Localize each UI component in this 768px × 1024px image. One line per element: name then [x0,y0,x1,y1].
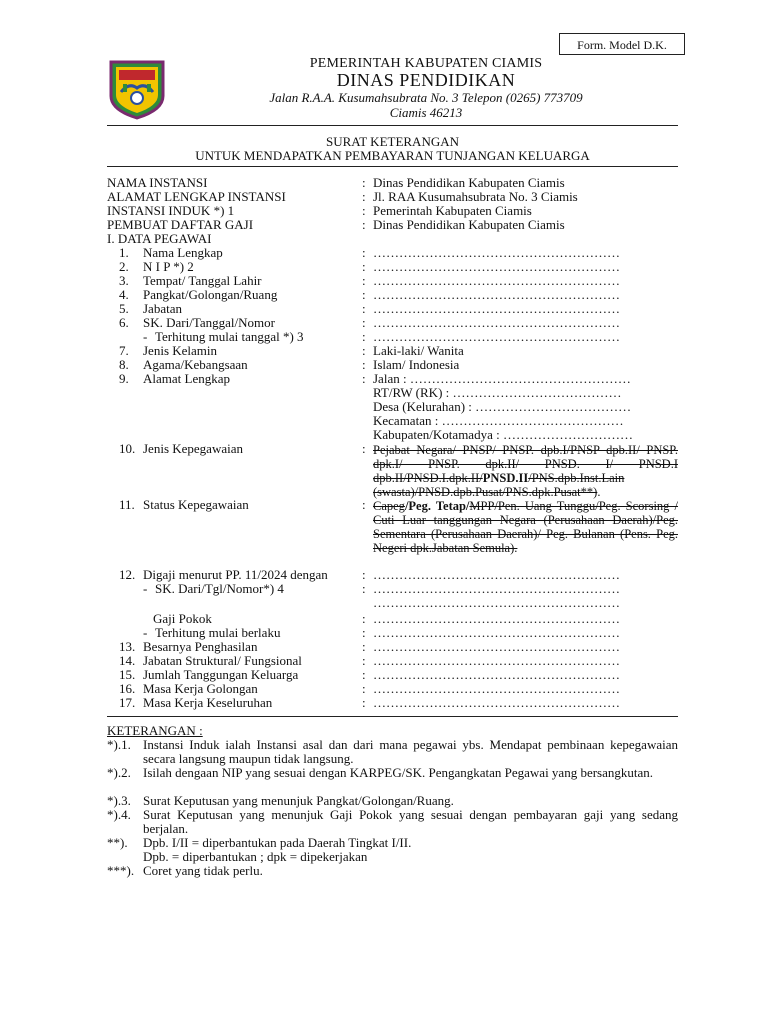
bottom-divider [107,716,678,717]
item-masa-kerja-golongan: 16. Masa Kerja Golongan : ………………………………………………… [107,682,678,696]
item-terhitung-berlaku: - Terhitung mulai berlaku : ………………………………………………… [107,626,678,640]
item-nama-lengkap: 1. Nama Lengkap : ………………………………………………… [107,246,678,260]
fill-line[interactable]: ………………………………………………… [373,330,620,344]
fill-line[interactable]: ………………………………………………… [373,626,620,640]
address-kabupaten[interactable]: Kabupaten/Kotamadya : ………………………… [373,428,633,442]
item-jenis-kepegawaian: 10. Jenis Kepegawaian : [119,441,366,456]
form-model-label: Form. Model D.K. [559,33,685,55]
fill-line[interactable]: ………………………………………………… [373,682,620,696]
item-jabatan: 5. Jabatan : ………………………………………………… [107,302,678,316]
fill-line[interactable]: ………………………………………………… [373,316,620,330]
fill-line[interactable]: ………………………………………………… [373,260,620,274]
header-government: PEMERINTAH KABUPATEN CIAMIS [309,56,543,71]
address-desa[interactable]: Desa (Kelurahan) : ……………………………… [373,400,632,414]
item-gaji-pokok: Gaji Pokok : ………………………………………………… [107,612,678,626]
item-pangkat: 4. Pangkat/Golongan/Ruang : ………………………………………………… [107,288,678,302]
address-desa-row [107,400,678,414]
header-agency: DINAS PENDIDIKAN [336,70,516,90]
status-kepegawaian-options: Capeg/Peg. Tetap/MPP/Pen. Uang Tunggu/Peg. Scorsing / Cuti Luar tanggungan Negara (Perusahaan Daerah)/Peg. Sementara (Perusahaan Daerah)/ Peg. Bulanan (Pens. Peg. Negeri dpk.Jabatan Semula). [373,499,678,555]
field-alamat-instansi: ALAMAT LENGKAP INSTANSI : Jl. RAA Kusumahsubrata No. 3 Ciamis [107,189,578,204]
fill-line[interactable]: ………………………………………………… [373,288,620,302]
header-address: Jalan R.A.A. Kusumahsubrata No. 3 Telepon (0265) 773709 [269,90,583,105]
item-sk-dari-tgl: - SK. Dari/Tgl/Nomor*) 4 : ………………………………………………… [107,582,678,596]
document-subtitle: UNTUK MENDAPATKAN PEMBAYARAN TUNJANGAN KELUARGA [195,148,590,163]
item-status-kepegawaian: 11. Status Kepegawaian : [119,497,366,512]
field-nama-instansi: NAMA INSTANSI : Dinas Pendidikan Kabupaten Ciamis [107,175,565,190]
fill-line[interactable]: ………………………………………………… [373,302,620,316]
fill-line[interactable]: ………………………………………………… [373,596,620,610]
keterangan-heading: KETERANGAN : [107,723,203,738]
document-title: SURAT KETERANGAN [325,134,459,149]
item-terhitung-mulai: - Terhitung mulai tanggal *) 3 : ………………………………………………… [107,330,678,344]
item-digaji-menurut: 12. Digaji menurut PP. 11/2024 dengan : ………………………………………………… [107,568,678,582]
address-rtrw[interactable]: RT/RW (RK) : ………………………………… [373,386,622,400]
address-rtrw-row [107,386,678,400]
address-kecamatan-row [107,414,678,428]
address-kecamatan[interactable]: Kecamatan : …………………………………… [373,414,624,428]
jenis-kepegawaian-options: Pejabat Negara/ PNSP/ PNSP. dpb.I/PNSP dpb.II/ PNSP. dpk.I/ PNSP. dpk.II/ PNSD. I/ PNSD.I dpb.II/PNSD.I.dpk.II/PNSD.II/PNS.dpb.Inst.Lain (swasta)/PNSD.dpb.Pusat/PNS.dpk.Pusat**). [373,443,678,499]
item-tempat-tanggal-lahir: 3. Tempat/ Tanggal Lahir : ………………………………………………… [107,274,678,288]
fill-line[interactable]: ………………………………………………… [373,696,620,710]
item-masa-kerja-keseluruhan: 17. Masa Kerja Keseluruhan : ………………………………………………… [107,696,678,710]
fill-line[interactable]: ………………………………………………… [373,568,620,582]
fill-line[interactable]: ………………………………………………… [373,640,620,654]
fill-line[interactable]: ………………………………………………… [373,246,620,260]
item-sk-dari: 6. SK. Dari/Tanggal/Nomor : ………………………………………………… [107,316,678,330]
fill-line[interactable]: ………………………………………………… [373,274,620,288]
field-pembuat-daftar-gaji: PEMBUAT DAFTAR GAJI : Dinas Pendidikan Kabupaten Ciamis [107,217,565,232]
header-city: Ciamis 46213 [389,105,463,120]
item-sk-continuation [107,596,678,610]
item-agama: 8. Agama/Kebangsaan : Islam/ Indonesia [119,357,460,372]
fill-line[interactable]: ………………………………………………… [373,654,620,668]
fill-line[interactable]: ………………………………………………… [373,668,620,682]
fill-line[interactable]: ………………………………………………… [373,612,620,626]
section-data-pegawai: I. DATA PEGAWAI [107,231,212,246]
item-nip: 2. N I P *) 2 : ………………………………………………… [107,260,678,274]
header-divider [107,125,678,126]
address-kabupaten-row [107,428,678,442]
item-jumlah-tanggungan: 15. Jumlah Tanggungan Keluarga : ………………………………………………… [107,668,678,682]
fill-line[interactable]: ………………………………………………… [373,582,620,596]
item-besarnya-penghasilan: 13. Besarnya Penghasilan : ………………………………………………… [107,640,678,654]
item-jabatan-struktural: 14. Jabatan Struktural/ Fungsional : ………………………………………………… [107,654,678,668]
item-jenis-kelamin: 7. Jenis Kelamin : Laki-laki/ Wanita [119,343,464,358]
field-instansi-induk: INSTANSI INDUK *) 1 : Pemerintah Kabupaten Ciamis [107,203,532,218]
item-alamat-lengkap: 9. Alamat Lengkap : Jalan : …………………………………………… [107,372,678,386]
title-divider [107,166,678,167]
ciamis-emblem-logo [107,58,167,120]
address-jalan[interactable]: Jalan : …………………………………………… [373,372,631,386]
